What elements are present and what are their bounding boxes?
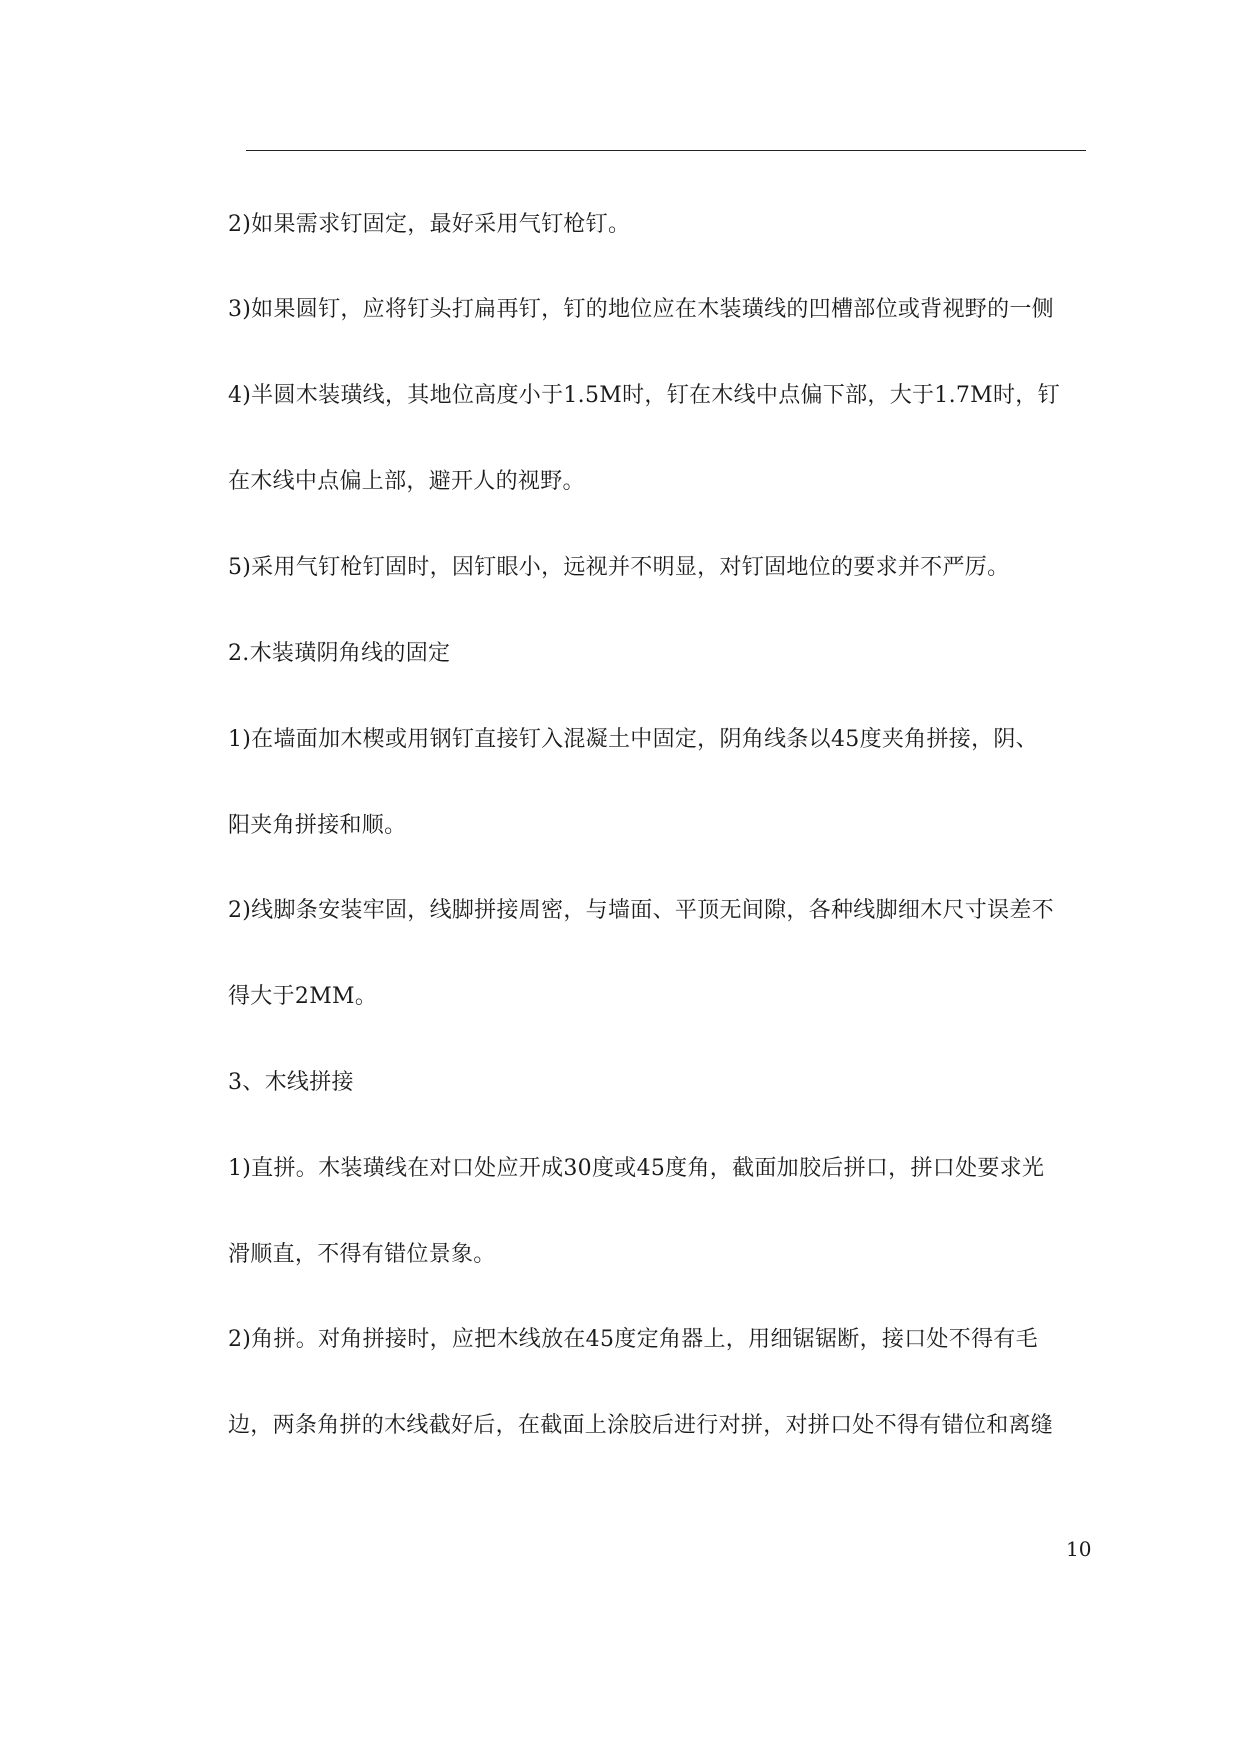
text-line: 滑顺直，不得有错位景象。	[228, 1242, 496, 1267]
section-heading: 3、木线拼接	[228, 1070, 354, 1095]
text-line: 2)线脚条安装牢固，线脚拼接周密，与墙面、平顶无间隙，各种线脚细木尺寸误差不	[228, 898, 1054, 923]
text-line: 边，两条角拼的木线截好后，在截面上涂胶后进行对拼，对拼口处不得有错位和离缝	[228, 1413, 1054, 1438]
text-line: 2)如果需求钉固定，最好采用气钉枪钉。	[228, 212, 631, 237]
section-heading: 2.木装璜阴角线的固定	[228, 641, 451, 666]
text-line: 得大于2MM。	[228, 984, 378, 1009]
text-line: 5)采用气钉枪钉固时，因钉眼小，远视并不明显，对钉固地位的要求并不严厉。	[228, 555, 1010, 580]
text-line: 2)角拼。对角拼接时，应把木线放在45度定角器上，用细锯锯断，接口处不得有毛	[228, 1327, 1038, 1352]
text-line: 阳夹角拼接和顺。	[228, 813, 407, 838]
text-line: 1)直拼。木装璜线在对口处应开成30度或45度角，截面加胶后拼口，拼口处要求光	[228, 1156, 1045, 1181]
header-rule	[246, 150, 1086, 151]
text-line: 1)在墙面加木楔或用钢钉直接钉入混凝土中固定，阴角线条以45度夹角拼接，阴、	[228, 727, 1038, 752]
text-line: 4)半圆木装璜线，其地位高度小于1.5M时，钉在木线中点偏下部，大于1.7M时，钉	[228, 383, 1060, 408]
text-line: 3)如果圆钉，应将钉头打扁再钉，钉的地位应在木装璜线的凹槽部位或背视野的一侧	[228, 297, 1054, 322]
page-number: 10	[1066, 1537, 1092, 1561]
text-line: 在木线中点偏上部，避开人的视野。	[228, 469, 585, 494]
